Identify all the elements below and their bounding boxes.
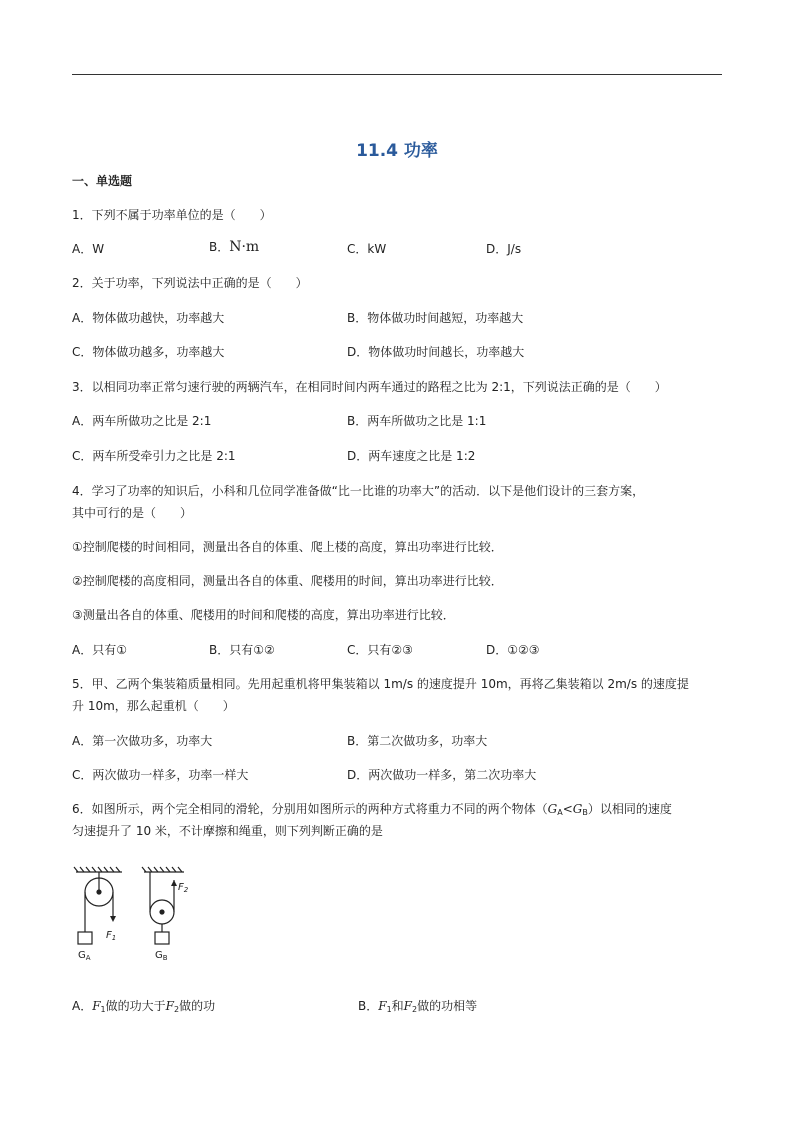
q3-option-a: A．两车所做功之比是 2:1 [72,414,212,428]
q1-option-a: A．W [72,242,105,256]
q6-option-a: A．$F_1$做的功大于$F_2$做的功 [72,999,216,1014]
q5-option-a: A．第一次做功多，功率大 [72,734,213,748]
q5-stem-line1: 5．甲、乙两个集装箱质量相同。先用起重机将甲集装箱以 1m/s 的速度提升 10m，再将乙集装箱以 2m/s 的速度提 [72,677,689,691]
q2-option-a: A．物体做功越快，功率越大 [72,311,225,325]
q2-option-d: D．物体做功时间越长，功率越大 [347,345,525,359]
q4-option-c: C．只有②③ [347,643,413,657]
q1-option-c: C．kW [347,242,387,256]
q3-option-c: C．两车所受牵引力之比是 2:1 [72,449,236,463]
q6-stem-line2: 匀速提升了 10 米，不计摩擦和绳重，则下列判断正确的是 [72,824,383,838]
q4-plan-2: ②控制爬楼的高度相同，测量出各自的体重、爬楼用的时间，算出功率进行比较． [72,574,503,588]
page-title: 11.4 功率 [356,141,438,161]
q2-option-c: C．物体做功越多，功率越大 [72,345,225,359]
q4-plan-1: ①控制爬楼的时间相同，测量出各自的体重、爬上楼的高度，算出功率进行比较． [72,540,503,554]
q3-option-d: D．两车速度之比是 1:2 [347,449,476,463]
q5-option-c: C．两次做功一样多，功率一样大 [72,768,249,782]
q5-stem-line2: 升 10m，那么起重机（ ） [72,699,235,713]
q5-option-b: B．第二次做功多，功率大 [347,734,488,748]
label-f1: $F_1$ [106,930,117,942]
q1-option-b: B．N·m [209,239,260,255]
q1-stem: 1．下列不属于功率单位的是（ ） [72,208,272,222]
q4-option-b: B．只有①② [209,643,275,657]
q6-stem-line1: 6．如图所示，两个完全相同的滑轮，分别用如图所示的两种方式将重力不同的两个物体$(G_A<G_B)$以相同的速度 [72,802,672,817]
section-heading: 一、单选题 [72,174,133,188]
q4-option-d: D．①②③ [486,643,540,657]
q5-option-d: D．两次做功一样多，第二次功率大 [347,768,537,782]
q4-stem-line1: 4．学习了功率的知识后，小科和几位同学准备做“比一比谁的功率大”的活动．以下是他们设计的三套方案， [72,484,645,498]
q3-option-b: B．两车所做功之比是 1:1 [347,414,487,428]
pulley-figure [72,864,202,964]
movable-pulley-diagram [142,867,184,944]
q1-option-d: D．J/s [486,242,522,256]
q3-stem: 3．以相同功率正常匀速行驶的两辆汽车，在相同时间内两车通过的路程之比为 2:1，下列说法正确的是（ ） [72,380,667,394]
q2-option-b: B．物体做功时间越短，功率越大 [347,311,524,325]
q4-plan-3: ③测量出各自的体重、爬楼用的时间和爬楼的高度，算出功率进行比较． [72,608,455,622]
label-gb: $G_B$ [155,950,168,962]
q4-stem-line2: 其中可行的是（ ） [72,506,193,520]
fixed-pulley-diagram [74,867,122,944]
header-rule [72,74,722,75]
label-ga: $G_A$ [78,950,91,962]
label-f2: $F_2$ [178,882,189,894]
q6-option-b: B．$F_1$和$F_2$做的功相等 [358,999,478,1014]
q2-stem: 2．关于功率，下列说法中正确的是（ ） [72,276,308,290]
q4-option-a: A．只有① [72,643,127,657]
